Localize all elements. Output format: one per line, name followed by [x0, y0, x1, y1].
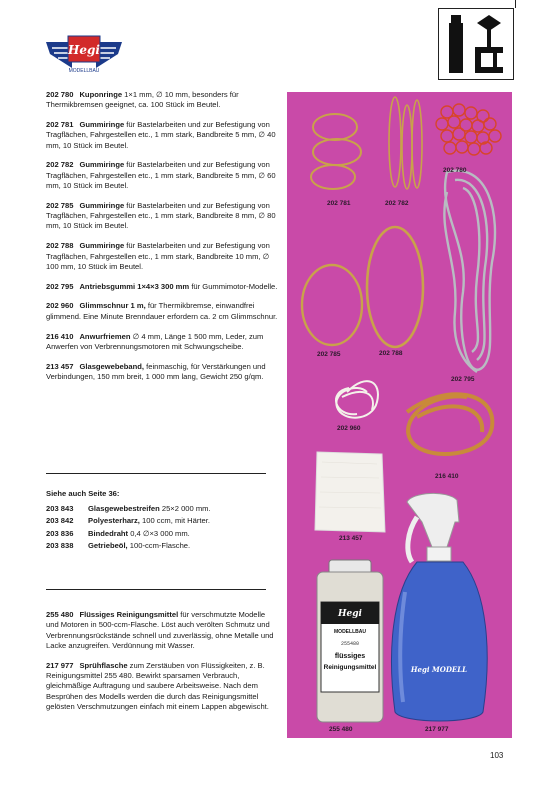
label-202960: 202 960 — [337, 425, 361, 432]
label-216410: 216 410 — [435, 473, 459, 480]
logo-subtext: MODELLBAU — [68, 68, 100, 74]
hegi-logo — [44, 28, 124, 80]
see-also-section — [46, 489, 278, 554]
entry-217977: 217 977 Sprühflasche zum Zerstäuben von Flüssigkeiten, z. B. Reinigungsmittel 255 480. Bewirkt sparsamen Verbrauch, gleichmäßige Auftragung und saubere Arbeitsweise. Nach dem Besprühen des Modells werden die durch das Reinigungsmittel gelösten Verschmutzungen einfach mit einem Lappen abgewischt. — [46, 660, 269, 711]
entry-213457: 213 457 Glasgewebeband, feinmaschig, für Verstärkungen und Verbindungen, 150 mm breit, 1 000 mm lang, Gewicht 250 g/qm. — [46, 361, 266, 381]
logo-text: Hegi — [68, 43, 100, 57]
entry-202782: 202 782 Gummiringe für Bastelarbeiten und zur Befestigung von Tragflächen, Fahrgestellen etc., 1 mm stark, Bandbreite 5 mm, ∅ 60 mm, 10 Stück im Beutel. — [46, 160, 276, 191]
divider-2 — [46, 589, 266, 590]
divider-1 — [46, 473, 266, 474]
label-217977: 217 977 — [425, 726, 449, 733]
label-202781: 202 781 — [327, 200, 351, 207]
see-also-row: 203 838 Getriebeöl, 100-ccm-Flasche. — [46, 541, 191, 551]
label-202780: 202 780 — [443, 167, 467, 174]
entry-202785: 202 785 Gummiringe für Bastelarbeiten und zur Befestigung von Tragflächen, Fahrgestellen etc., 1 mm stark, Bandbreite 8 mm, ∅ 80 mm, 10 Stück im Beutel. — [46, 200, 276, 231]
label-202795: 202 795 — [451, 376, 475, 383]
entry-202781: 202 781 Gummiringe für Bastelarbeiten und zur Befestigung von Tragflächen, Fahrgestellen etc., 1 mm stark, Bandbreite 5 mm, ∅ 40 mm, 10 Stück im Beutel. — [46, 120, 276, 150]
bottle-brand: Hegi — [338, 609, 362, 619]
product-list-top — [46, 90, 278, 392]
bottle-line2: Reinigungsmittel — [323, 664, 377, 671]
label-202782: 202 782 — [385, 200, 409, 207]
entry-202960: 202 960 Glimmschnur 1 m, für Thermikbremse, einwandfrei glimmend. Eine Minute Brenndauer erfordern ca. 2 cm Glimmschnur. — [46, 301, 278, 321]
entry-202788: 202 788 Gummiringe für Bastelarbeiten und zur Befestigung von Tragflächen, Fahrgestellen etc., 1 mm stark, Bandbreite 10 mm, ∅ 100 mm, 10 Stück im Beutel. — [46, 241, 270, 271]
bottle-code: 255480 — [340, 641, 360, 647]
entry-202795: 202 795 Antriebsgummi 1×4×3 300 mm für Gummimotor-Modelle. — [46, 281, 278, 291]
product-photo — [287, 92, 512, 738]
entry-216410: 216 410 Anwurfriemen ∅ 4 mm, Länge 1 500 mm, Leder, zum Anwerfen von Verbrennungsmotoren mit Schwungscheibe. — [46, 331, 264, 351]
bottle-sub: MODELLBAU — [334, 629, 366, 635]
label-255480: 255 480 — [329, 726, 353, 733]
product-list-bottom — [46, 610, 278, 722]
bottle-line1: flüssiges — [334, 653, 366, 660]
label-213457: 213 457 — [339, 535, 363, 542]
label-202788: 202 788 — [379, 350, 403, 357]
label-202785: 202 785 — [317, 351, 341, 358]
top-rule — [515, 0, 516, 8]
sprayer-brand: Hegi MODELL — [410, 665, 468, 674]
adhesive-tools-icon — [438, 8, 514, 80]
entry-255480: 255 480 Flüssiges Reinigungsmittel für verschmutzte Modelle und Motoren in 500-ccm-Flasche. Löst auch verölten Schmutz und Verbrennungsrückstände schnell und zuverlässig, ohne Metalle und Lacke anzugreifen. Verdünnung mit Wasser. — [46, 610, 274, 650]
see-also-row: 203 843 Glasgewebestreifen 25×2 000 mm. — [46, 503, 211, 513]
product-illustration — [287, 92, 512, 738]
see-also-header: Siehe auch Seite 36: — [46, 489, 120, 498]
page-number: 103 — [490, 751, 504, 760]
see-also-row: 203 842 Polyesterharz, 100 ccm, mit Härter. — [46, 516, 210, 526]
entry-202780: 202 780 Kuponringe 1×1 mm, ∅ 10 mm, besonders für Thermikbremsen geeignet, ca. 100 Stück im Beutel. — [46, 90, 239, 110]
see-also-row: 203 836 Bindedraht 0,4 ∅×3 000 mm. — [46, 528, 190, 538]
